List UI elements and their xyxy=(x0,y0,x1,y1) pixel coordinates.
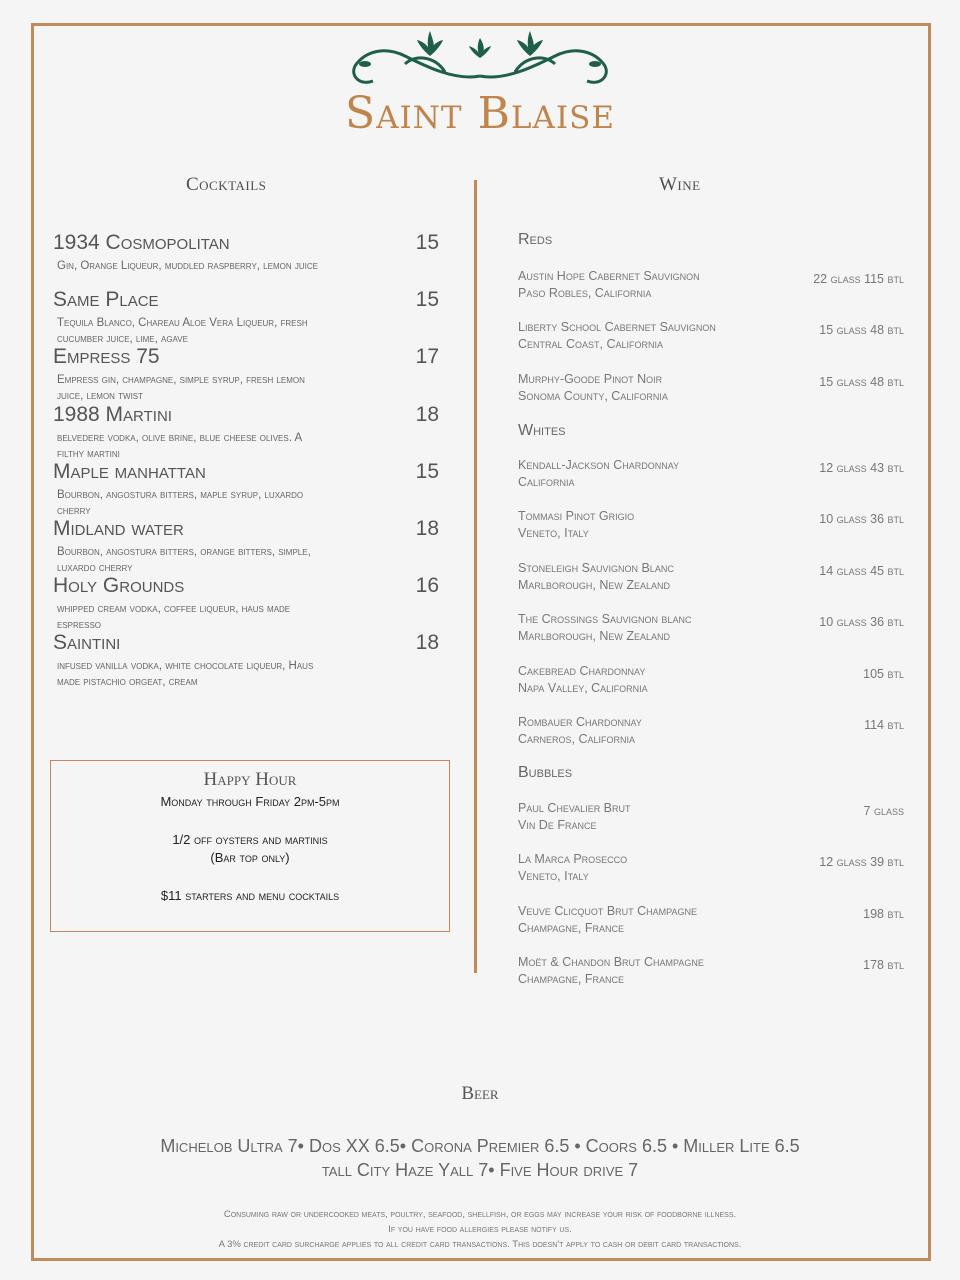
wine-region: Marlborough, New Zealand xyxy=(518,578,671,592)
wine-price: 14 glass 45 btl xyxy=(819,564,904,578)
wine-name: Moët & Chandon Brut Champagne xyxy=(518,955,704,969)
wine-item xyxy=(518,852,906,892)
cocktail-desc: Tequila Blanco, Chareau Aloe Vera Liqueur, fresh cucumber juice, lime, agave xyxy=(57,317,308,345)
wine-item xyxy=(518,509,906,549)
wine-region: Carneros, California xyxy=(518,732,636,746)
cocktail-name: Holy Grounds xyxy=(53,574,185,597)
wine-price: 10 glass 36 btl xyxy=(819,512,904,526)
wine-name: Stoneleigh Sauvignon Blanc xyxy=(518,561,674,575)
cocktail-desc: Gin, Orange Liqueur, muddled raspberry, lemon juice xyxy=(57,260,318,272)
cocktail-name: Empress 75 xyxy=(53,345,160,368)
cocktail-desc: belvedere vodka, olive brine, blue cheese olives. A filthy martini xyxy=(57,432,302,460)
wine-item xyxy=(518,561,906,601)
happy-hour-starters: $11 starters and menu cocktails xyxy=(160,888,340,903)
happy-hour-deal: 1/2 off oysters and martinis xyxy=(172,832,328,847)
beer-title: Beer xyxy=(461,1083,499,1104)
cocktail-name: 1988 Martini xyxy=(53,403,172,426)
cocktail-price: 15 xyxy=(415,460,439,483)
wine-name: Austin Hope Cabernet Sauvignon xyxy=(518,269,700,283)
beer-list-line-1: Michelob Ultra 7• Dos XX 6.5• Corona Premier 6.5 • Coors 6.5 • Miller Lite 6.5 xyxy=(160,1136,800,1156)
wine-item xyxy=(518,904,906,944)
column-divider xyxy=(474,180,477,973)
leaf-flourish-icon xyxy=(345,26,615,96)
wine-region: Champagne, France xyxy=(518,921,624,935)
wine-region: Sonoma County, California xyxy=(518,389,668,403)
wine-name: Tommasi Pinot Grigio xyxy=(518,509,635,523)
cocktail-name: 1934 Cosmopolitan xyxy=(53,231,230,254)
health-warning: Consuming raw or undercooked meats, poultry, seafood, shellfish, or eggs may increase your risk of foodborne illness. xyxy=(223,1209,737,1220)
wine-name: Cakebread Chardonnay xyxy=(518,664,646,678)
cocktail-price: 16 xyxy=(415,574,439,597)
cocktails-title: Cocktails xyxy=(186,174,267,195)
wine-name: Murphy-Goode Pinot Noir xyxy=(518,372,663,386)
wine-item xyxy=(518,801,906,841)
wine-region: Vin De France xyxy=(518,818,597,832)
cocktail-desc: infused vanilla vodka, white chocolate liqueur, Haus made pistachio orgeat, cream xyxy=(57,660,314,688)
wine-item xyxy=(518,715,906,755)
wine-item xyxy=(518,955,906,995)
wine-price: 7 glass xyxy=(863,804,904,818)
wine-item xyxy=(518,372,906,412)
wine-price: 15 glass 48 btl xyxy=(819,323,904,337)
cocktail-price: 17 xyxy=(415,345,439,368)
wine-category-bubbles: Bubbles xyxy=(518,764,573,781)
wine-name: Paul Chevalier Brut xyxy=(518,801,631,815)
cocktail-name: Same Place xyxy=(53,288,159,311)
wine-region: Veneto, Italy xyxy=(518,526,589,540)
wine-item xyxy=(518,320,906,360)
cocktail-desc: Empress gin, champagne, simple syrup, fresh lemon juice, lemon twist xyxy=(57,374,305,402)
wine-price: 105 btl xyxy=(863,667,904,681)
happy-hour-box xyxy=(50,760,450,932)
wine-item xyxy=(518,458,906,498)
happy-hour-note: (Bar top only) xyxy=(210,850,290,865)
cocktail-price: 15 xyxy=(415,231,439,254)
wine-name: Rombauer Chardonnay xyxy=(518,715,642,729)
cocktail-price: 18 xyxy=(415,517,439,540)
happy-hour-title: Happy Hour xyxy=(203,769,297,790)
allergy-note: If you have food allergies please notify us. xyxy=(388,1224,572,1235)
wine-item xyxy=(518,269,906,309)
cocktail-name: Maple manhattan xyxy=(53,460,206,483)
wine-category-reds: Reds xyxy=(518,231,553,248)
cocktail-price: 18 xyxy=(415,631,439,654)
wine-price: 10 glass 36 btl xyxy=(819,615,904,629)
cocktail-price: 18 xyxy=(415,403,439,426)
wine-region: Veneto, Italy xyxy=(518,869,589,883)
wine-price: 22 glass 115 btl xyxy=(813,272,904,286)
wine-name: Kendall-Jackson Chardonnay xyxy=(518,458,680,472)
cocktail-desc: Bourbon, angostura bitters, orange bitters, simple, luxardo cherry xyxy=(57,546,311,574)
wine-region: California xyxy=(518,475,575,489)
wine-name: Liberty School Cabernet Sauvignon xyxy=(518,320,716,334)
wine-region: Napa Valley, California xyxy=(518,681,648,695)
wine-region: Champagne, France xyxy=(518,972,624,986)
surcharge-note: A 3% credit card surcharge applies to all credit card transactions. This doesn't apply to cash or debit card transactions. xyxy=(218,1239,742,1250)
wine-name: The Crossings Sauvignon blanc xyxy=(518,612,692,626)
happy-hour-days: Monday through Friday 2pm-5pm xyxy=(160,794,340,809)
wine-category-whites: Whites xyxy=(518,422,566,439)
cocktail-price: 15 xyxy=(415,288,439,311)
wine-region: Central Coast, California xyxy=(518,337,664,351)
wine-region: Marlborough, New Zealand xyxy=(518,629,671,643)
wine-price: 114 btl xyxy=(864,718,904,732)
wine-price: 12 glass 43 btl xyxy=(819,461,904,475)
cocktail-desc: Bourbon, angostura bitters, maple syrup, luxardo cherry xyxy=(57,489,304,517)
wine-price: 198 btl xyxy=(863,907,904,921)
wine-item xyxy=(518,612,906,652)
wine-price: 12 glass 39 btl xyxy=(819,855,904,869)
wine-name: Veuve Clicquot Brut Champagne xyxy=(518,904,697,918)
wine-name: La Marca Prosecco xyxy=(518,852,628,866)
brand-name: Saint Blaise xyxy=(345,88,615,139)
wine-price: 178 btl xyxy=(863,958,904,972)
cocktail-name: Saintini xyxy=(53,631,121,654)
cocktail-desc: whipped cream vodka, coffee liqueur, haus made espresso xyxy=(57,603,291,631)
beer-list-line-2: tall City Haze Yall 7• Five Hour drive 7 xyxy=(321,1160,639,1180)
wine-price: 15 glass 48 btl xyxy=(819,375,904,389)
wine-title: Wine xyxy=(659,174,701,195)
wine-item xyxy=(518,664,906,704)
cocktail-name: Midland water xyxy=(53,517,184,540)
wine-region: Paso Robles, California xyxy=(518,286,652,300)
